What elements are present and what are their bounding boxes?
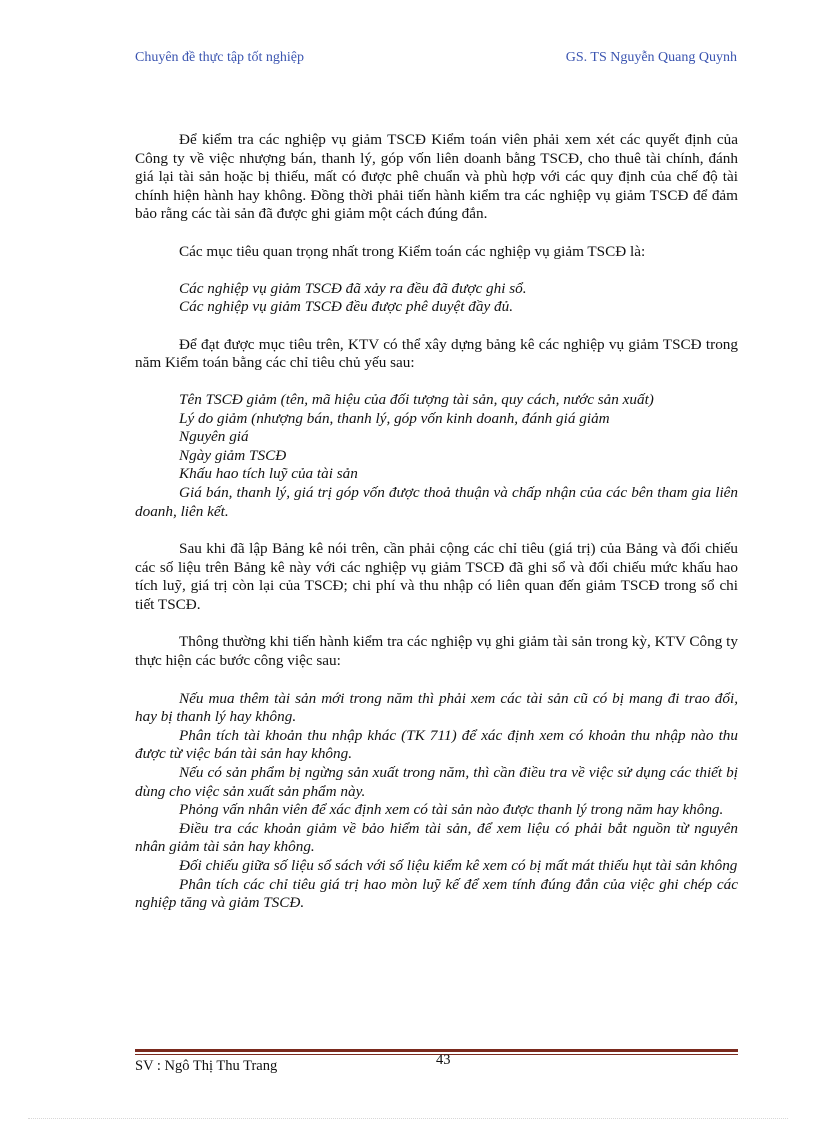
footer-student: SV : Ngô Thị Thu Trang — [135, 1058, 278, 1074]
paragraph-3: Để đạt được mục tiêu trên, KTV có thể xây dựng bảng kê các nghiệp vụ giảm TSCĐ trong năm Kiểm toán bằng các chỉ tiêu chủ yếu sau: — [135, 335, 738, 372]
list2-item: Nếu có sản phẩm bị ngừng sản xuất trong năm, thì cần điều tra về việc sử dụng các thiết bị dùng cho việc sản xuất sản phẩm này. — [135, 764, 738, 800]
list1-item: Ngày giảm TSCĐ — [179, 446, 287, 464]
list2-item: Phân tích tài khoản thu nhập khác (TK 711) để xác định xem có khoản thu nhập nào thu được từ việc bán tài sản hay không. — [135, 726, 738, 763]
list1-item: Khấu hao tích luỹ của tài sản — [179, 465, 358, 483]
list2-item: Phân tích các chỉ tiêu giá trị hao mòn luỹ kế để xem tính đúng đắn của việc ghi chép các nghiệp tăng và giảm TSCĐ. — [135, 875, 738, 912]
paragraph-1: Để kiểm tra các nghiệp vụ giảm TSCĐ Kiểm toán viên phải xem xét các quyết định của Công ty về việc nhượng bán, thanh lý, góp vốn liên doanh bằng TSCĐ, cho thuê tài chính, đánh giá lại tài sản hoặc bị thiếu, mất có được phê chuẩn và phù hợp với các quy định của chế độ tài chính hiện hành hay không. Đồng thời phải tiến hành kiểm tra các nghiệp vụ giảm TSCĐ để đảm bảo rằng các tài sản đã được ghi giảm một cách đúng đắn. — [135, 131, 738, 223]
paragraph-5: Thông thường khi tiến hành kiểm tra các nghiệp vụ ghi giảm tài sản trong kỳ, KTV Công ty thực hiện các bước công việc sau: — [135, 633, 738, 670]
objective-2: Các nghiệp vụ giảm TSCĐ đều được phê duyệt đầy đủ. — [179, 298, 513, 316]
list1-item: Tên TSCĐ giảm (tên, mã hiệu của đối tượng tài sản, quy cách, nước sản xuất) — [179, 390, 654, 408]
page-bottom-border — [28, 1118, 788, 1119]
paragraph-4: Sau khi đã lập Bảng kê nói trên, cần phải cộng các chỉ tiêu (giá trị) của Bảng và đối chiếu các số liệu trên Bảng kê này với các nghiệp vụ giảm TSCĐ đã ghi sổ và đối chiếu mức khấu hao tích luỹ, giá trị còn lại của TSCĐ; chi phí và thu nhập có liên quan đến giảm TSCĐ trong sổ chi tiết TSCĐ. — [135, 540, 738, 613]
paragraph-2: Các mục tiêu quan trọng nhất trong Kiểm toán các nghiệp vụ giảm TSCĐ là: — [179, 242, 646, 260]
list1-item: Nguyên giá — [179, 428, 249, 446]
list2-item: Nếu mua thêm tài sản mới trong năm thì phải xem các tài sản cũ có bị mang đi trao đổi, hay bị thanh lý hay không. — [135, 689, 738, 726]
objective-1: Các nghiệp vụ giảm TSCĐ đã xảy ra đều đã được ghi sổ. — [179, 279, 527, 297]
list1-item: Lý do giảm (nhượng bán, thanh lý, góp vốn kinh doanh, đánh giá giảm — [179, 409, 610, 427]
list2-item: Đối chiếu giữa số liệu sổ sách với số liệu kiểm kê xem có bị mất mát thiếu hụt tài sản không — [179, 857, 738, 874]
document-text — [135, 131, 738, 913]
list2-item: Điều tra các khoản giảm về bảo hiểm tài sản, để xem liệu có phải bắt nguồn từ nguyên nhân giảm tài sản hay không. — [135, 819, 738, 856]
header-title: Chuyên đề thực tập tốt nghiệp — [135, 50, 304, 65]
page-header — [135, 50, 737, 70]
list1-item: Giá bán, thanh lý, giá trị góp vốn được thoả thuận và chấp nhận của các bên tham gia liên doanh, liên kết. — [135, 483, 738, 520]
list2-item: Phỏng vấn nhân viên để xác định xem có tài sản nào được thanh lý trong năm hay không. — [179, 801, 724, 819]
header-supervisor: GS. TS Nguyễn Quang Quynh — [565, 50, 737, 65]
page-number: 43 — [436, 1052, 451, 1068]
